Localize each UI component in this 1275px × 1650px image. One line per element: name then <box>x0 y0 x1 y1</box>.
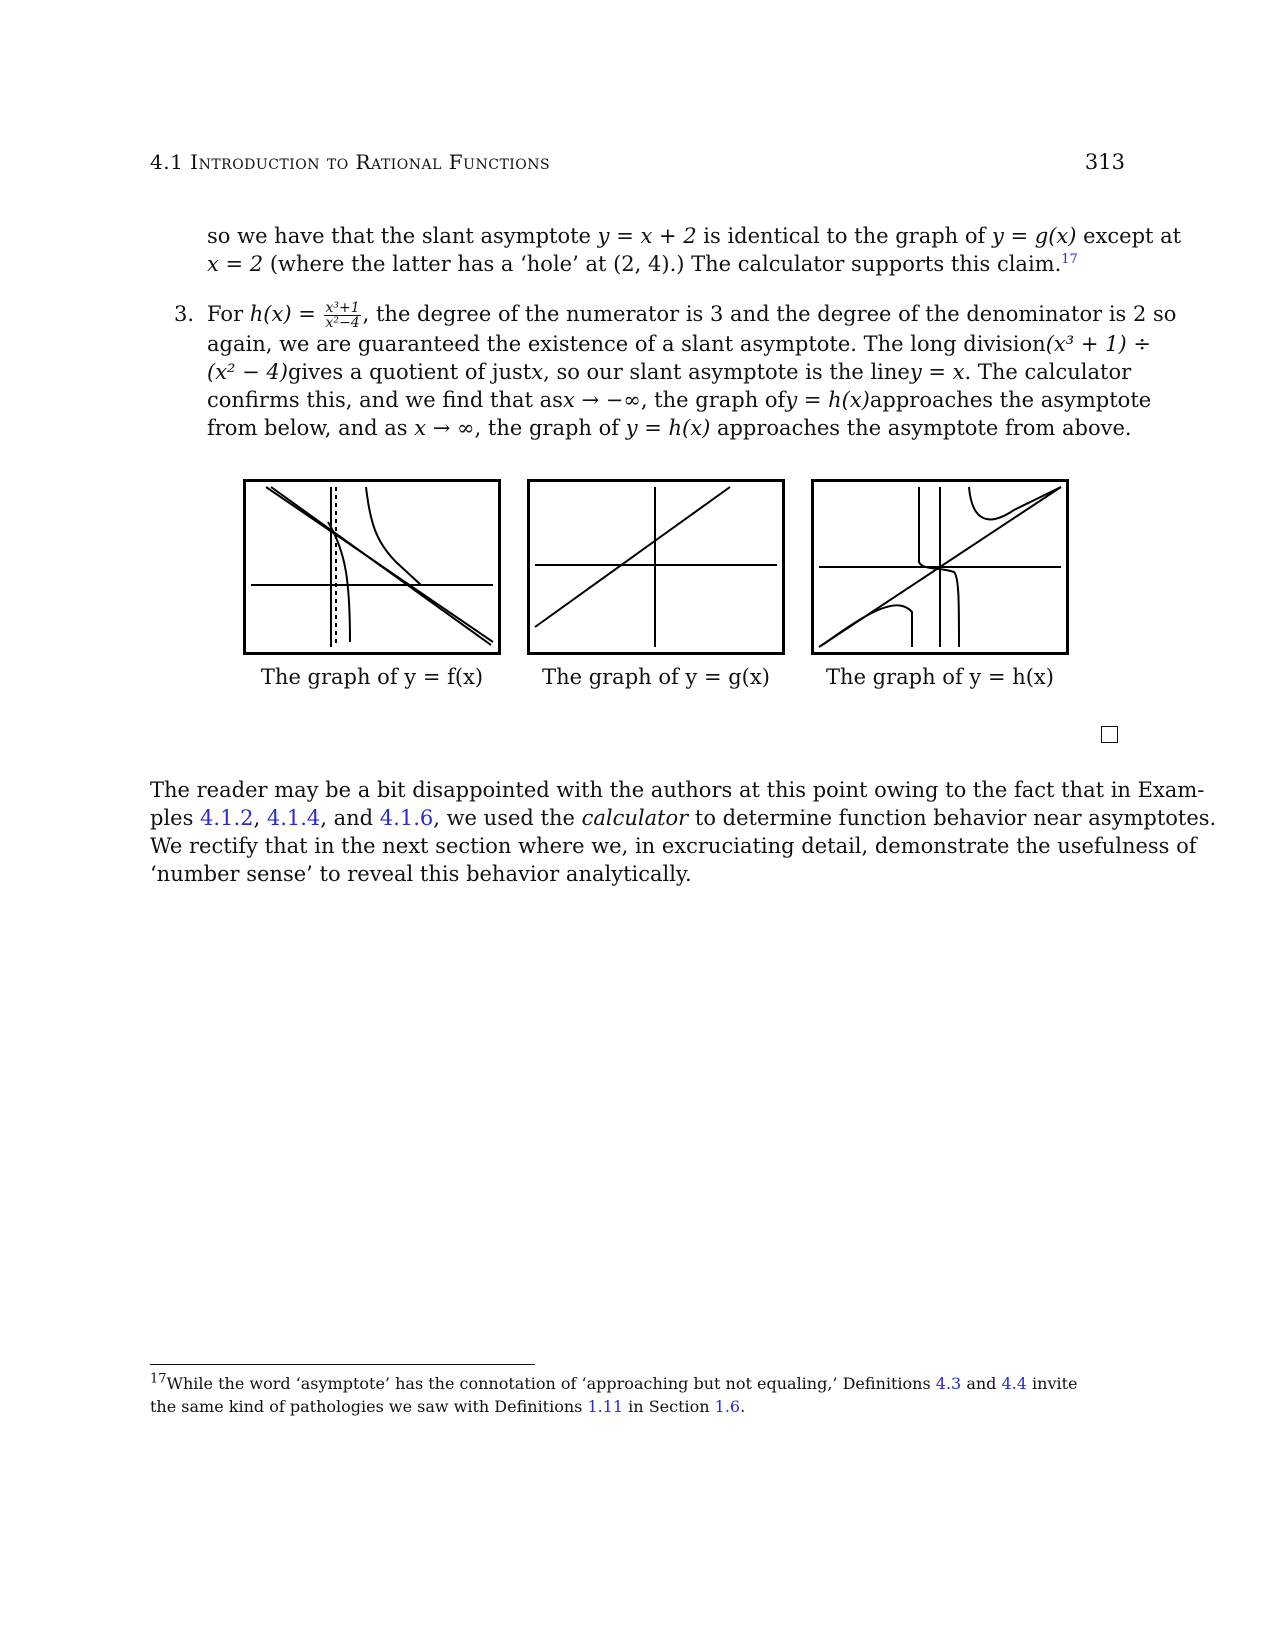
item3-line3: (x² − 4) gives a quotient of just x , so our slant asymptote is the line y = x . The calculator <box>207 360 1132 384</box>
ref-section-1-6[interactable]: 1.6 <box>714 1397 741 1416</box>
p2-line1: The reader may be a bit disappointed with the authors at this point owing to the fact that in Exam- <box>150 778 1205 802</box>
section-number: 4.1 <box>150 150 184 174</box>
p1-line1: so we have that the slant asymptote y = x + 2 is identical to the graph of y = g(x) except at <box>207 224 1182 248</box>
footnote-17 <box>150 1372 1125 1418</box>
branch-right-diagonal <box>271 487 491 645</box>
ref-def-4-4[interactable]: 4.4 <box>1001 1374 1027 1393</box>
branch-right <box>969 487 1061 519</box>
footnote-number: 17 <box>150 1371 167 1387</box>
caption-graph-h: The graph of y = h(x) <box>826 665 1054 689</box>
paragraph-disappointed <box>150 776 1217 888</box>
fn-line1: $^{17}$While the word ‘asymptote’ has the connotation of ‘approaching but not equaling,’ Definitions 4.3 and 4.4 invite <box>150 1371 1078 1393</box>
item3-line4: confirms this, and we find that as x → −∞ , the graph of y = h(x) approaches the asymptote <box>207 388 1152 412</box>
item-3-body <box>207 300 1177 442</box>
running-header <box>150 150 550 174</box>
item3-line2: again, we are guaranteed the existence of a slant asymptote. The long division (x³ + 1) ÷ <box>207 332 1151 356</box>
graph-h-plot <box>814 482 1066 652</box>
branch-left <box>824 605 912 647</box>
section-title: Introduction to Rational Functions <box>190 150 551 174</box>
item-number: 3. <box>174 302 195 326</box>
line-y-x-plus-2 <box>535 487 730 627</box>
item3-line1: For h(x) = $\frac{\text{x³+1}}{\text{x²−4}}$ , the degree of the numerator is 3 and the degree of the denominator is 2 so <box>207 300 1177 331</box>
graph-h-screen <box>811 479 1069 655</box>
p2-line4: ‘number sense’ to reveal this behavior analytically. <box>150 862 692 886</box>
paragraph-slant-asymptote-g <box>207 222 1182 278</box>
ref-def-1-11[interactable]: 1.11 <box>587 1397 624 1416</box>
caption-graph-f: The graph of y = f(x) <box>260 665 484 689</box>
item3-line5: from below, and as x → ∞, the graph of y = h(x) approaches the asymptote from above. <box>207 416 1132 440</box>
qed-square-icon <box>1101 726 1118 743</box>
graph-f-plot <box>246 482 498 652</box>
p1-line2: x = 2 (where the latter has a ‘hole’ at (2, 4).) The calculator supports this claim.$^{17}$ <box>207 252 1078 276</box>
graph-g-screen <box>527 479 785 655</box>
p2-line3: We rectify that in the next section where we, in excruciating detail, demonstrate the usefulness of <box>150 834 1197 858</box>
graph-g-plot <box>530 482 782 652</box>
footnote-ref-17[interactable]: 17 <box>1061 252 1078 267</box>
fn-line2: the same kind of pathologies we saw with Definitions 1.11 in Section 1.6. <box>150 1397 746 1416</box>
page-number: 313 <box>1084 150 1125 174</box>
p2-line2: ples 4.1.2, 4.1.4, and 4.1.6, we used the calculator to determine function behavior near asymptotes. <box>150 806 1217 830</box>
ref-example-4-1-4[interactable]: 4.1.4 <box>266 806 321 830</box>
ref-example-4-1-2[interactable]: 4.1.2 <box>200 806 254 830</box>
caption-graph-g: The graph of y = g(x) <box>542 665 770 689</box>
footnote-rule <box>150 1364 535 1365</box>
ref-def-4-3[interactable]: 4.3 <box>935 1374 962 1393</box>
ref-example-4-1-6[interactable]: 4.1.6 <box>379 806 434 830</box>
branch-right-upper <box>366 487 421 585</box>
fraction-h: $\frac{\text{x³+1}}{\text{x²−4}}$ <box>325 300 360 331</box>
graph-f-screen <box>243 479 501 655</box>
